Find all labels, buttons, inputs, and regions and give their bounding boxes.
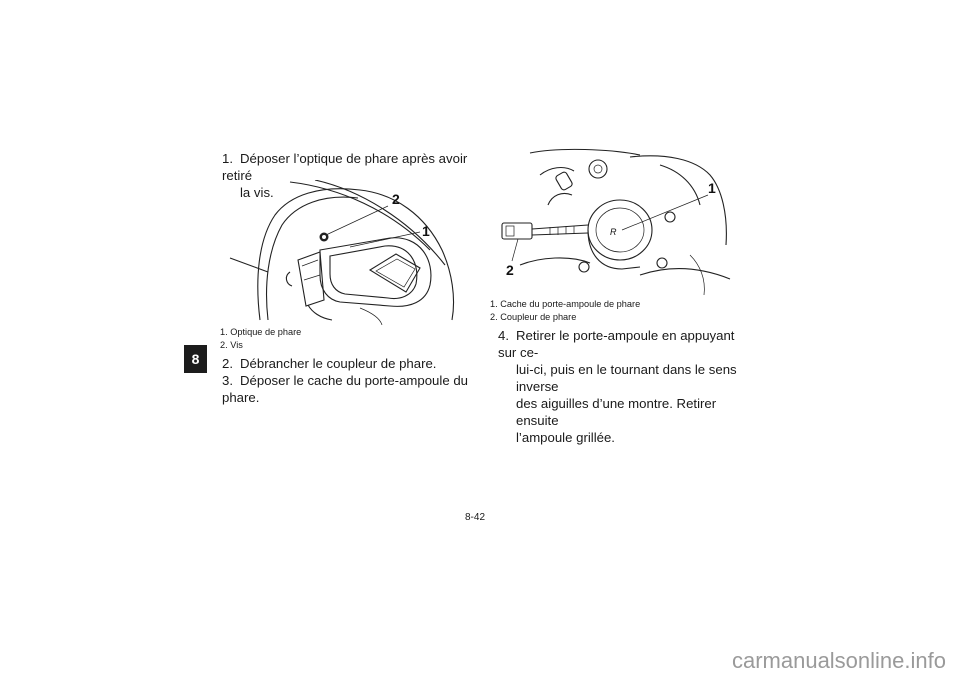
step-2 <box>222 355 472 372</box>
step-4-line: l’ampoule grillée. <box>516 430 615 445</box>
callout-1: 1 <box>422 223 430 239</box>
step-3-number: 3. <box>222 373 233 388</box>
watermark: carmanualsonline.info <box>731 648 946 673</box>
step-4-line: des aiguilles d’une montre. Retirer ensuite <box>516 396 717 428</box>
bulb-holder-illustration <box>490 145 740 297</box>
step-2-number: 2. <box>222 356 233 371</box>
page-number: 8-42 <box>465 512 486 523</box>
step-1-line-1: Déposer l’optique de phare après avoir retiré <box>222 151 468 183</box>
svg-text:R: R <box>610 227 617 237</box>
callout-1: 1 <box>708 180 716 196</box>
step-3 <box>222 372 472 406</box>
figure-2-captions <box>490 298 740 323</box>
chapter-number: 8 <box>191 351 200 367</box>
step-4-line: lui-ci, puis en le tournant dans le sens inverse <box>516 362 737 394</box>
caption-item: 1. Optique de phare <box>220 327 302 337</box>
step-4-number: 4. <box>498 328 509 343</box>
caption-item: 2. Vis <box>220 339 243 350</box>
step-1-number: 1. <box>222 151 233 166</box>
chapter-tab <box>184 345 207 373</box>
step-3-text: Déposer le cache du porte-ampoule du phare. <box>222 373 468 405</box>
figure-bulb-holder-cover <box>490 145 740 297</box>
step-4 <box>498 327 742 446</box>
step-4-line: Retirer le porte-ampoule en appuyant sur ce- <box>498 328 735 360</box>
callout-2: 2 <box>392 191 400 207</box>
step-1-line-2: la vis. <box>240 185 274 200</box>
step-2-text: Débrancher le coupleur de phare. <box>240 356 437 371</box>
caption-item: 2. Coupleur de phare <box>490 311 577 322</box>
caption-item: 1. Cache du porte-ampoule de phare <box>490 299 641 309</box>
callout-2: 2 <box>506 262 514 278</box>
headlight-optic-illustration <box>220 180 470 325</box>
figure-headlight-optic <box>220 180 470 325</box>
figure-1-captions <box>220 326 470 351</box>
